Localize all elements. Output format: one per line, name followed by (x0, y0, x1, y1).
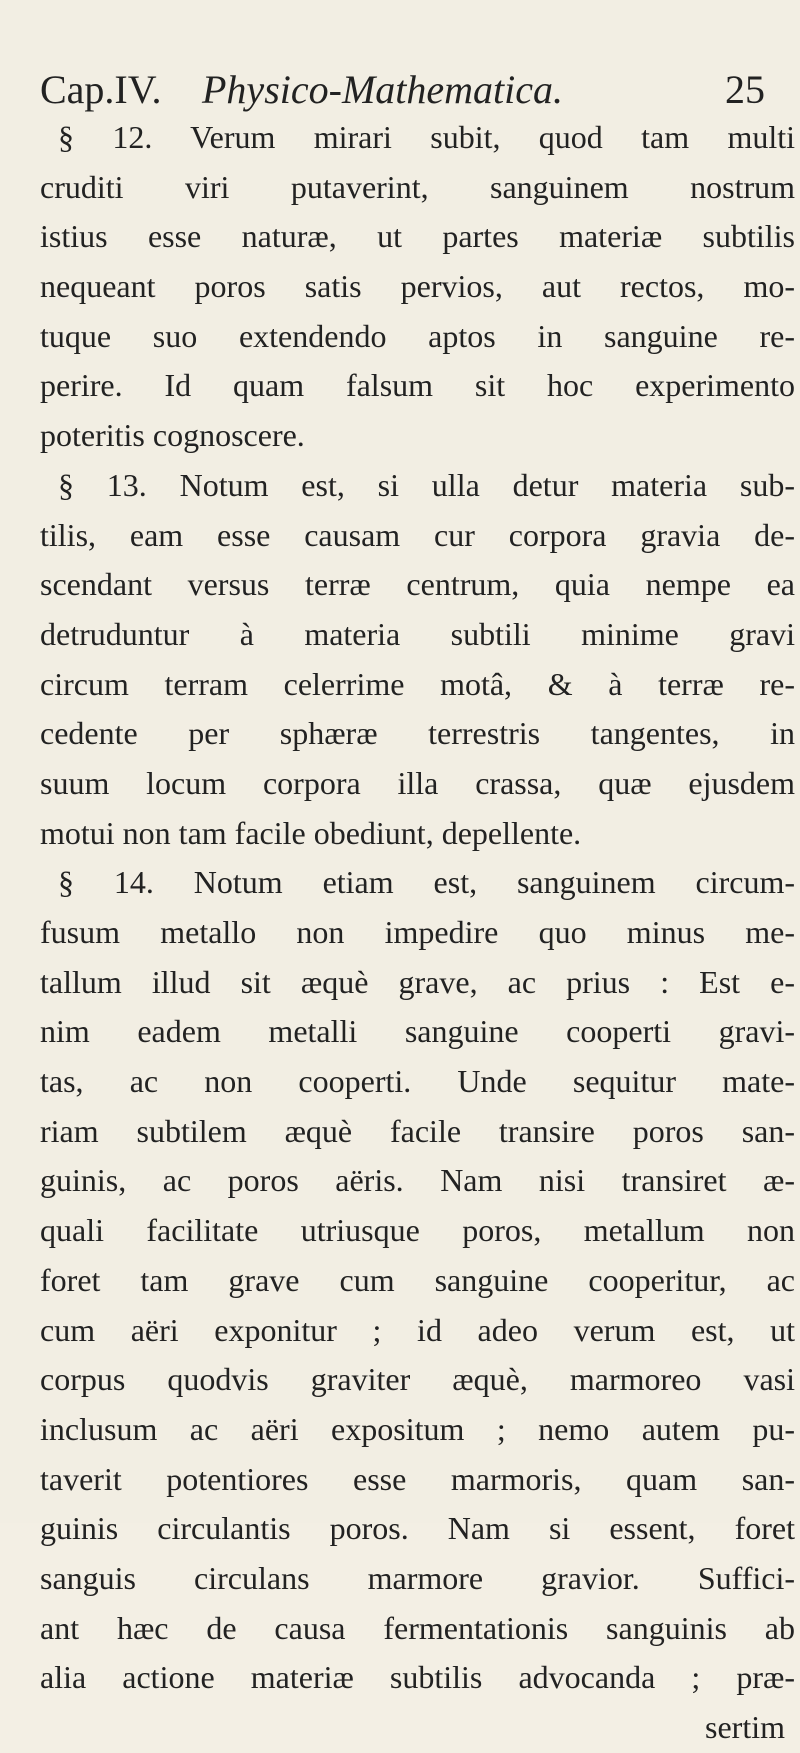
text-line: quali facilitate utriusque poros, metallum non (40, 1212, 795, 1249)
page-header (40, 60, 765, 120)
text-line: nim eadem metalli sanguine cooperti gravi- (40, 1013, 795, 1050)
text-line: corpus quodvis graviter æquè, marmoreo vasi (40, 1361, 795, 1398)
running-title: Physico-Mathematica. (202, 67, 563, 112)
text-line: tuque suo extendendo aptos in sanguine re- (40, 317, 795, 354)
text-line: suum locum corpora illa crassa, quæ ejusdem (40, 764, 795, 801)
text-line: guinis circulantis poros. Nam si essent, foret (40, 1510, 795, 1547)
text-line: inclusum ac aëri expositum ; nemo autem pu- (40, 1410, 795, 1447)
text-line: scendant versus terræ centrum, quia nempe ea (40, 566, 795, 603)
text-line: § 13. Notum est, si ulla detur materia sub- (58, 466, 795, 503)
text-line: poteritis cognoscere. (40, 417, 305, 454)
text-line: alia actione materiæ subtilis advocanda ; præ- (40, 1659, 795, 1696)
text-line: § 14. Notum etiam est, sanguinem circum- (58, 864, 795, 901)
text-line: foret tam grave cum sanguine cooperitur, ac (40, 1261, 795, 1298)
text-line: circum terram celerrime motâ, & à terræ re- (40, 665, 795, 702)
text-line: taverit potentiores esse marmoris, quam san- (40, 1460, 795, 1497)
text-line: tilis, eam esse causam cur corpora gravia de- (40, 516, 795, 553)
text-line: tallum illud sit æquè grave, ac prius : Est e- (40, 963, 795, 1000)
text-line: guinis, ac poros aëris. Nam nisi transiret æ- (40, 1162, 795, 1199)
text-line: tas, ac non cooperti. Unde sequitur mate- (40, 1063, 795, 1100)
catchword: sertim (705, 1709, 785, 1745)
text-line: riam subtilem æquè facile transire poros san- (40, 1112, 795, 1149)
text-line: § 12. Verum mirari subit, quod tam multi (58, 119, 795, 155)
text-line: cruditi viri putaverint, sanguinem nostrum (40, 168, 795, 205)
text-line: motui non tam facile obediunt, depellente. (40, 814, 582, 851)
text-line: cedente per sphæræ terrestris tangentes, in (40, 715, 795, 752)
chapter-label: Cap.IV. (40, 67, 162, 112)
text-line: fusum metallo non impedire quo minus me- (40, 914, 795, 950)
text-line: sanguis circulans marmore gravior. Suffici- (40, 1559, 795, 1596)
text-line: nequeant poros satis pervios, aut rectos, mo- (40, 268, 795, 305)
text-line: perire. Id quam falsum sit hoc experimento (40, 367, 795, 404)
text-line: ant hæc de causa fermentationis sanguinis ab (40, 1609, 795, 1646)
text-line: detruduntur à materia subtili minime gravi (40, 615, 795, 652)
text-line: istius esse naturæ, ut partes materiæ subtilis (40, 218, 795, 255)
body-text (40, 113, 795, 1753)
text-line: cum aëri exponitur ; id adeo verum est, ut (40, 1311, 795, 1348)
page-number: 25 (725, 67, 765, 112)
